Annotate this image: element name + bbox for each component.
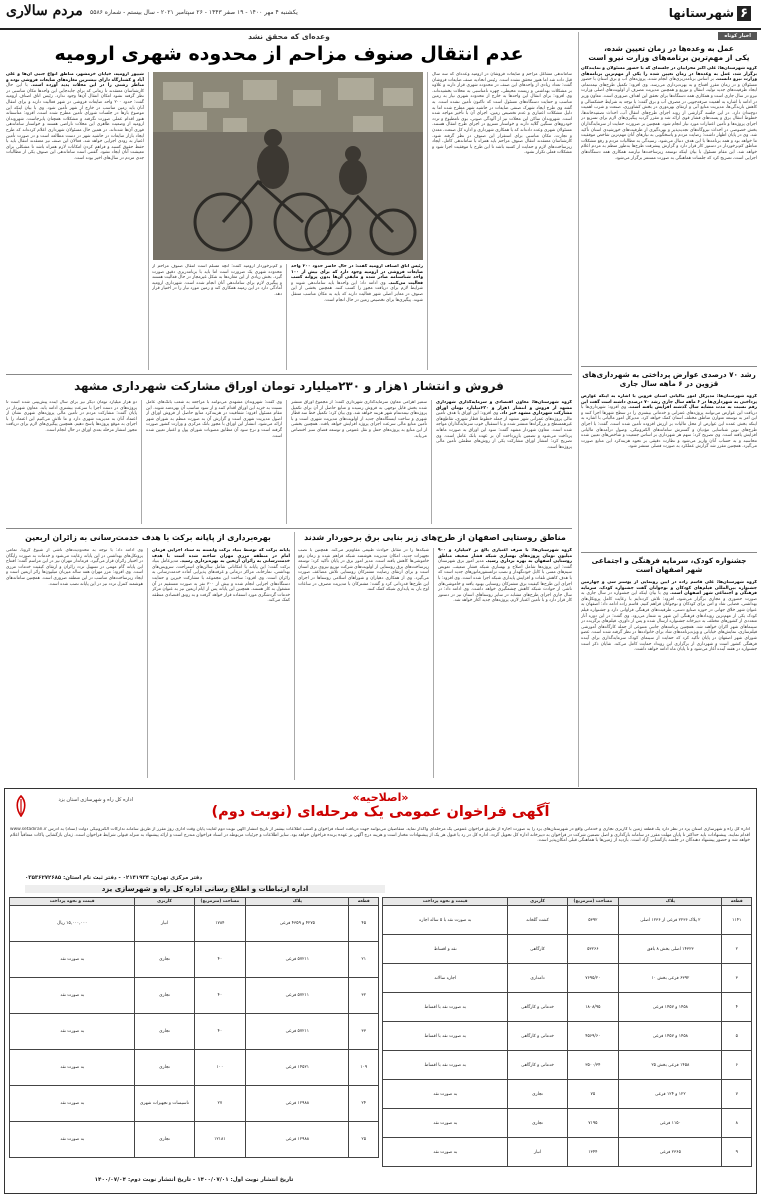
table-header: مساحت (مترمربع) bbox=[567, 898, 619, 906]
article-body: ساماندهی مشاغل مزاحم و ضایعات فروشان در ارومیه وعده‌ای که سه سال قبل داده شد اما هنوز محقق نشده است. رئیس اتحادیه صنف ضایعات فروشان گفت: تعداد زیادی از واحدهای این صنف در محدوده شهری قرار دارند و علاوه بر مشکلات بهداشتی و زیست محیطی، چهره نامناسبی به محلات بخشیده‌اند. وی افزود: برای انتقال این واحدها به خارج از محدوده شهری نیاز به زمین مناسب و حمایت دستگاه‌های مسئول است که تاکنون تأمین نشده است. به گفته وی طرح ایجاد شهرک صنفی ضایعات در حاشیه شهر مطرح شده اما به دلیل مشکلات اعتباری و عدم تخصیص زمین، اجرای آن با تأخیر مواجه شده است. شهروندان ساکن این محلات نیز از آلودگی صوتی، بوی نامطبوع و تردد خودروهای سنگین گلایه دارند و خواستار تسریع در اجرای طرح انتقال هستند. مسئولان شهری وعده داده‌اند که با همکاری شهرداری و اداره کل صنعت، معدن و تجارت، مکان مناسبی برای استقرار این صنوف در نظر گرفته شود. کارشناسان معتقدند انتقال صنوف مزاحم باید همراه با ساماندهی کامل، ایجاد زیرساخت‌های لازم و حمایت از کسبه باشد تا این طرح با موفقیت اجرا شود و مشکلات فعلی تکرار نشود. bbox=[432, 72, 572, 156]
bicycle-scrap-photo bbox=[153, 72, 423, 260]
table-row: ۲ ۱۴۳۲۳ اصلی بخش ۸ بافق ۵۳۲۶۶ کارگاهی نقد و اقساط bbox=[383, 935, 752, 964]
table-header: پلاک bbox=[619, 898, 722, 906]
headline: عدم انتقال صنوف مزاحم از محدوده شهری ارومیه bbox=[54, 43, 524, 65]
table-row: ۴ ۱۴۵۸ و ۱۴۵۷ فرعی ۱۸۰۸/۹۵ خدماتی و کارگاهی به صورت نقد با اقساط bbox=[383, 993, 752, 1022]
article-body: گروه شهرستان‌ها: با صرف اعتباری بالغ بر ۲میلیارد و ۹۰۰ میلیون تومان پروژه‌های بهسازی شبکه فشار ضعیف مناطق روستایی اصفهان به بهره برداری رسید. مدیر امور برق شهرستان گفت: این پروژه‌ها شامل اصلاح و بهسازی شبکه فشار ضعیف، تعویض سیم‌های مسی با کابل خودنگهدار و نصب ترانسفورماتورهای جدید است که با هدف کاهش تلفات و افزایش پایداری شبکه اجرا شده است. وی افزود: با اجرای این طرح‌ها کیفیت برق مشترکان روستایی بهبود یافته و خاموشی‌های ناشی از حوادث شبکه کاهش چشمگیری خواهد داشت. وی ادامه داد: در سال جاری اجرای طرح‌های مشابه در سایر روستاهای استان نیز در دستور کار قرار دارد و با تأمین اعتبار لازم، پروژه‌های جدید آغاز خواهد شد. bbox=[438, 548, 572, 604]
news-headline: رشد ۷۰ درصدی عوارض پرداختی به شهرداری‌های قزوین در ۶ ماهه سال جاری bbox=[582, 370, 756, 388]
table-row: ۲۵ ۱۲۹۸۸ فرعی ۱۲۱۸۱ تجاری به صورت نقد bbox=[10, 1122, 379, 1158]
photo-caption: رئیس اتاق اصناف ارومیه گفت: در حال حاضر حدود ۲۰۰ واحد ضایعات فروشی در ارومیه وجود دارد که برای بیش از ۱۰۰ واحد شناسنامه صادر شده و مابقی آن‌ها بدون پروانه کسب فعالیت می‌کنند. وی ادامه داد: این واحدها باید ساماندهی شوند و شرایط لازم برای دریافت مجوز را کسب کنند. همچنین بخشی از این صنوف در معابر اصلی شهر فعالیت دارند که باید به مکان مناسب منتقل شوند. پیگیری‌ها برای تخصیص زمین در حال انجام است. bbox=[291, 264, 423, 303]
ad-title: آگهی فراخوان عمومی یک مرحله‌ای (نوبت دوم) bbox=[211, 804, 550, 820]
article-photo bbox=[153, 72, 423, 260]
news-headline: جشنواره کودک، سرمایه فرهنگی و اجتماعی شهر اصفهان است bbox=[591, 556, 747, 574]
table-row: ۲۱ ۵۷۲۱۱ فرعی ۴۰ تجاری به صورت نقد bbox=[10, 942, 379, 978]
ad-footer: تاریخ انتشار نوبت اول: ۱۴۰۰/۰۷/۰۱ - تاریخ انتشار نوبت دوم: ۱۴۰۰/۰۷/۰۴ bbox=[94, 1177, 294, 1183]
news-body: گروه شهرستان‌ها: علی قاسم زاده در آیین رونمایی از پوستر سی و چهارمین جشنواره بین‌المللی فیلم‌های کودکان و نوجوانان گفت جشنواره کودک، سرمایه فرهنگی و اجتماعی شهر اصفهان است. وی با بیان اینکه این جشنواره در سال جاری به صورت حضوری و مجازی برگزار می‌شود، افزود: تلاش کرده‌ایم با رعایت کامل پروتکل‌های بهداشتی، فضایی شاد و امن برای کودکان و نوجوانان فراهم کنیم. قاسم زاده ادامه داد: اصفهان به عنوان شهر خلاق جهانی در حوزه صنایع دستی، ظرفیت‌های فرهنگی فراوانی دارد و جشنواره فیلم کودک یکی از مهم‌ترین رویدادهای فرهنگی این شهر به شمار می‌رود. وی گفت: در این دوره آثار متعددی از کشورهای مختلف به دبیرخانه جشنواره ارسال شده و پس از داوری، فیلم‌های برگزیده در سینماهای شهر اکران خواهند شد. همچنین برنامه‌های جانبی متنوعی از جمله کارگاه‌های آموزشی فیلم‌سازی، نمایش‌های خیابانی و ویژه‌برنامه‌های شاد برای خانواده‌ها در نظر گرفته شده است. عضو شورای شهر اصفهان در پایان تأکید کرد که حمایت از سینمای کودک سرمایه‌گذاری برای آینده فرهنگی کشور است و شهرداری از برگزاری این رویداد حمایت کامل می‌کند. شایان ذکر است جشنواره در هفته آینده آغاز می‌شود و تا پایان ماه ادامه خواهد داشت. bbox=[581, 580, 757, 653]
tender-advertisement bbox=[4, 788, 757, 1194]
isfahan-article bbox=[298, 532, 572, 780]
article-body: شیپور ارومیه، خیابان خرمشهر، مناطق انواع جنبی آن‌ها و علی آباد و کشتارگاه دارای بیشترین مغازه‌های ضایعات فروشی بوده و مناظر زشتی را در این محلات پدید آورده است. با این حال کارشناسان معتقدند تا زمانی که برای جابه‌جایی این واحدها مکان مناسبی در نظر گرفته نشود امکان انتقال آن‌ها وجود ندارد. رئیس اتاق اصناف ارومیه گفت: حدود ۲۰۰ واحد ضایعات فروشی در شهر فعالیت دارند و برای انتقال آنان باید زمین مناسب در خارج از شهر تأمین شود. وی با بیان اینکه این موضوع بارها در جلسات شورای تأمین مطرح شده است، افزود: متأسفانه هنوز اقدام عملی صورت نگرفته و مشکلات همچنان پابرجاست. شهروندان ارومیه از وضعیت ظاهری این محلات ناراضی هستند و خواستار ساماندهی فوری آن‌ها شده‌اند. در همین حال مسئولان شهرداری اعلام کرده‌اند که طرح ایجاد بازار ضایعات در حاشیه شهر در دست مطالعه است و در صورت تأمین اعتبار به زودی اجرایی خواهد شد. فعالان این صنف نیز معتقدند انتقال باید با حفظ حقوق کسبه و فراهم کردن امکانات لازم همراه باشد تا مشکلی برای معیشت آنان ایجاد نشود. گفتنی است ساماندهی این صنوف یکی از مطالبات جدی مردم در سال‌های اخیر بوده است. bbox=[6, 72, 144, 161]
page-header bbox=[0, 0, 761, 28]
table-row: ۶ ۱۴۵۸ فرعی بخش ۲۵ ۳۵۰۰/۳۴ خدماتی و کارگاهی به صورت نقد با اقساط bbox=[383, 1051, 752, 1080]
headline: بهره‌برداری از پایانه برکت با هدف خدمت‌رسانی به زائران اربعین bbox=[25, 533, 271, 542]
emblem-icon bbox=[13, 795, 29, 817]
table-header: قیمت و نحوه پرداخت bbox=[10, 898, 135, 906]
table-row: ۸ ۱۱۵۰ فرعی ۷۱۹۵ تجاری به صورت نقد bbox=[383, 1109, 752, 1138]
section-label: شهرستانها bbox=[668, 6, 735, 20]
table-row: ۲۴ ۱۲۹۸۸ فرعی ۲۷ تاسیسات و تجهیزات شهری به صورت نقد bbox=[10, 1086, 379, 1122]
headline: مناطق روستایی اصفهان از طرح‌های زیر بنایی برق برخوردار شدند bbox=[304, 533, 566, 542]
barakat-article bbox=[6, 532, 290, 780]
table-header: کاربری bbox=[508, 898, 567, 906]
table-header: قیمت و نحوه پرداخت bbox=[383, 898, 508, 906]
newspaper-logo: مردم سالاری bbox=[6, 3, 83, 19]
table-header: کاربری bbox=[135, 898, 194, 906]
ad-body: اداره کل راه و شهرسازی استان یزد در نظر دارد یک قطعه زمین با کاربری تجاری و خدماتی واقع در شهرستان‌های یزد را به صورت اجاره از طریق فراخوان عمومی یک مرحله‌ای واگذار نماید. متقاضیان می‌توانند جهت دریافت اسناد فراخوان و کسب اطلاعات بیشتر از تاریخ انتشار آگهی نوبت دوم لغایت پایان وقت اداری روز مقرر از طریق سامانه تدارکات الکترونیکی دولت (ستاد) به آدرس www.setadiran.ir اقدام نمایند. پیشنهادات باید حداکثر تا پایان مهلت مقرر در سامانه بارگذاری و اصل تضمین شرکت در فراخوان به دبیرخانه اداره کل تحویل گردد. اداره کل در رد یا قبول هر یک از پیشنهادات مختار است و هزینه درج آگهی بر عهده برنده فراخوان خواهد بود. سایر اطلاعات و جزئیات مربوطه در اسناد فراخوان مندرج است و ارائه پیشنهاد به منزله قبولی شرایط فراخوان است. زمان بازگشایی پاکات متعاقباً اعلام خواهد شد و حضور پیشنهاد دهندگان در جلسه بازگشایی آزاد است. بازدید از زمین‌ها با هماهنگی قبلی امکان‌پذیر است. bbox=[10, 827, 750, 844]
article-body: سمیر اهرامی معاون سرمایه‌گذاری شهرداری گفت: از مجموع اوراق منتشر شده بخش قابل توجهی به فروش رسیده و منابع حاصل از آن برای تکمیل پروژه‌های نیمه‌تمام شهر هزینه خواهد شد. وی بیان کرد: تکمیل خط سه قطار شهری و ساخت ایستگاه‌های جدید از اولویت‌های مدیریت شهری است و با تأمین منابع مالی سرعت اجرای پروژه افزایش خواهد یافت. همچنین بخشی از این منابع به پروژه‌های حمل و نقل عمومی و توسعه فضای سبز اختصاص می‌یابد. bbox=[291, 400, 427, 439]
table-row: ۹ ۲۳۶۵ فرعی ۱۳۴۴ انبار به صورت نقد bbox=[383, 1138, 752, 1167]
table-row: ۴۵ ۴۲۷۵ و ۴۳۵۹ فرعی ۱۷۸۴ انبار ۱۵,۰۰۰,۰۰۰ ریال bbox=[10, 906, 379, 942]
ad-subtitle: اداره ارتباطات و اطلاع رسانی اداره کل راه و شهرسازی یزد bbox=[25, 885, 385, 893]
article-body: پایانه برکت که توسط بنیاد برکت وابسته به ستاد اجرایی فرمان امام در منطقه مرزی مهران ساخته شده است با هدف خدمت‌رسانی به زائران اربعین به بهره‌برداری رسید. مدیرعامل بنیاد برکت گفت: این پایانه با امکاناتی شامل سالن‌های استراحت، سرویس‌های بهداشتی، نمازخانه، مراکز درمانی و غرفه‌های پذیرایی آماده خدمت‌رسانی به زائران است. وی افزود: ساخت این مجموعه با مشارکت خیرین و حمایت دستگاه‌های اجرایی انجام شده و بیش از ۳۰۰ نفر به صورت مستقیم در آن مشغول به کار هستند. همچنین این پایانه پس از ایام اربعین نیز به عنوان مرکز خدمات گردشگری مورد استفاده قرار خواهد گرفت و به رونق اقتصادی منطقه کمک می‌کند. bbox=[152, 548, 290, 604]
news-body: گروه شهرستان‌ها: علی اکبر محرابیان در جلسه‌ای که با حضور مسئولان و نمایندگان برگزار شد، عمل به وعده‌ها در زمان تعیین شده را یکی از مهم‌ترین برنامه‌های وزارت نیرو دانست. بر اساس برنامه‌ریزی‌های انجام شده، پروژه‌های آب و برق استان با حضور مسئولان و در زمان مقرر افتتاح و به بهره‌برداری می‌رسد. وی افزود: تکمیل طرح‌های نیمه‌تمام، ایجاد ظرفیت‌های جدید تولید، انتقال و توزیع و همچنین مدیریت مصرف از اولویت‌های اصلی وزارت نیرو در سال جاری است و همکاری همه دستگاه‌ها برای تحقق این اهداف ضروری است. معاون وزیر در ادامه با اشاره به اهمیت صرفه‌جویی در مصرف آب و برق گفت: با توجه به شرایط خشکسالی و کاهش بارندگی‌ها، مدیریت منابع آبی و ارتقای بهره‌وری در بخش کشاورزی، صنعت و شرب اهمیت دوچندان دارد. در این جلسه گزارشی از روند اجرای طرح‌های انتقال آب، احداث تصفیه‌خانه‌ها، خطوط انتقال برق و پست‌های فشار قوی ارائه شد و مقرر گردید پیگیری‌های لازم برای تسریع در اجرای پروژه‌ها و تأمین اعتبارات مورد نیاز انجام شود. همچنین بر ضرورت حمایت از سرمایه‌گذاران بخش خصوصی در احداث نیروگاه‌های تجدیدپذیر و بهره‌گیری از ظرفیت‌های خورشیدی استان تأکید شد. وی در پایان اظهار داشت: رضایت مردم و پاسخگویی به نیازهای آنان مهم‌ترین شاخص موفقیت ما خواهد بود و همه برنامه‌ها با این هدف دنبال می‌شود. رسیدگی به مطالبات مردم و رفع مشکلات مناطق کم‌برخوردار در دستور کار قرار دارد و گزارش پیشرفت طرح‌ها به‌طور منظم به مردم اعلام خواهد شد. این مقام مسئول با بیان اینکه توسعه زیرساخت‌ها نیازمند همکاری همه دستگاه‌های اجرایی است، تصریح کرد که جلسات هماهنگی به صورت مستمر برگزار می‌شود. bbox=[581, 66, 757, 161]
table-row: ۳۳ ۵۷۲۱۱ فرعی ۴۰ تجاری به صورت نقد bbox=[10, 1014, 379, 1050]
headline: فروش و انتشار ۱هزار و ۲۳۰میلیارد تومان اوراق مشارکت شهرداری مشهد bbox=[74, 379, 504, 393]
article-body: و کم‌برخوردار ارومیه گفت: آنچه مسلم است انتقال صنوف مزاحم از محدوده شهری یک ضرورت است اما باید با برنامه‌ریزی دقیق صورت گیرد. بخش زیادی از این مغازه‌ها به شکل غیرمجاز در حال فعالیت هستند و پیگیری لازم برای ساماندهی آنان انجام شده است. شهرداری ارومیه آمادگی دارد در این زمینه همکاری کند و زمین مورد نیاز را در اختیار قرار دهد. bbox=[152, 264, 282, 297]
table-row: ۳۲ ۵۷۲۱۱ فرعی ۴۰ تجاری به صورت نقد bbox=[10, 978, 379, 1014]
dateline: یکشنبه ۴ مهر ۱۴۰۰ - ۱۹ صفر ۱۴۴۳ - ۲۶ سپتامبر ۲۰۲۱ - سال بیستم - شماره ۵۵۸۶ bbox=[90, 9, 298, 16]
parcels-table-right bbox=[382, 897, 752, 1181]
table-header: قطعه bbox=[722, 898, 752, 906]
lead-article bbox=[6, 32, 572, 372]
sidebar bbox=[581, 32, 757, 787]
table-header: پلاک bbox=[246, 898, 349, 906]
table-row: ۷ ۱۲۲ و ۱۲۴ فرعی ۷۵ تجاری به صورت نقد bbox=[383, 1080, 752, 1109]
table-row: ۱۰۹ ۱۴۵۲۱ فرعی ۱۰۰ تجاری به صورت نقد bbox=[10, 1050, 379, 1086]
section-title bbox=[663, 4, 757, 22]
table-row: ۳ ۶۳۹۲ فرعی بخش ۱۰ ۷۶۹۵/۲۰ دامداری اجاره سالانه bbox=[383, 964, 752, 993]
article-body: دو هزار میلیارد تومان دیگر نیز برای سال آینده پیش‌بینی شده است تا پروژه‌های در دست اجرا با سرعت بیشتری ادامه یابد. معاون شهردار در پایان گفت: مشارکت مردم در تأمین مالی پروژه‌های شهری نشان از اعتماد آنان به مدیریت شهری دارد و ما تلاش می‌کنیم این اعتماد را با اجرای به موقع پروژه‌ها پاسخ دهیم. همچنین پیگیری‌های لازم برای دریافت مجوز انتشار مرحله بعدی اوراق در حال انجام است. bbox=[6, 400, 137, 433]
article-body: شبکه‌ها را در مقابل حوادث طبیعی مقاوم‌تر می‌کند. همچنین با نصب تجهیزات جدید، امکان مدیریت هوشمند شبکه فراهم شده و زمان رفع خاموشی‌ها کاهش یافته است. مدیر امور برق در پایان تأکید کرد: توسعه زیرساخت‌های برق روستایی از اولویت‌های شرکت توزیع نیروی برق استان است و برای ارتقای رضایت مشترکان روستایی تلاش مضاعف صورت می‌گیرد. وی از همکاری دهیاران و شوراهای اسلامی روستاها در اجرای این طرح‌ها قدردانی کرد و گفت: مشترکان با مدیریت مصرف در ساعات اوج بار، به پایداری شبکه کمک کنند. bbox=[298, 548, 429, 593]
sidebar-tag: اخبار کوتاه bbox=[718, 32, 757, 40]
page-number: ۶ bbox=[737, 6, 751, 21]
parcels-table-left bbox=[9, 897, 379, 1167]
ministry-name: اداره کل راه و شهرسازی استان یزد bbox=[58, 797, 133, 803]
news-body: گروه شهرستان‌ها: مدیرکل امور مالیاتی استان قزوین با اشاره به اینکه عوارض پرداختی به شهرداری‌ها در ۶ ماهه سال جاری رشد ۷۰ درصدی داشته است گفت این رقم نسبت به مدت مشابه سال گذشته افزایش یافته است. وی افزود: شهرداری‌ها با دریافت این عوارض می‌توانند پروژه‌های عمرانی و خدماتی بیشتری را در سطح شهرها اجرا کنند و این امر به توسعه متوازن مناطق مختلف استان کمک خواهد کرد. مدیرکل امور مالیاتی با اشاره به اینکه بخش عمده این عوارض از محل مالیات بر ارزش افزوده تأمین شده است، گفت: با اجرای طرح‌های نوین شناسایی مؤدیان و گسترش سامانه‌های الکترونیکی، وصول درآمدهای مالیاتی افزایش یافته است. وی تصریح کرد: سهم هر شهرداری بر اساس جمعیت و شاخص‌های تعیین شده محاسبه و به حساب آنان واریز می‌شود و نظارت دقیقی بر نحوه هزینه‌کرد این منابع صورت می‌گیرد. همچنین مقرر شد گزارش عملکرد به صورت فصلی منتشر شود. bbox=[581, 394, 757, 450]
table-header: قطعه bbox=[349, 898, 379, 906]
article-body: گروه شهرستان‌ها: معاون اقتصادی و سرمایه‌گذاری شهرداری مشهد از فروش و انتشار ۱هزار و ۲۳۰میلیارد تومان اوراق مشارکت شهرداری مشهد خبر داد. وی افزود: این اوراق با هدف تأمین مالی پروژه‌های عمرانی شهر مشهد از جمله خطوط قطار شهری، تقاطع‌های غیرهمسطح و بزرگراه‌ها منتشر شده و با استقبال خوب سرمایه‌گذاران مواجه شده است. معاون شهردار مشهد گفت: سود این اوراق به صورت ماهانه پرداخت می‌شود و تضمین بازپرداخت آن بر عهده بانک عامل است. وی تصریح کرد: انتشار اوراق مشارکت یکی از روش‌های مطمئن تأمین مالی پروژه‌ها است. bbox=[436, 400, 572, 450]
correction-title: «اصلاحیه» bbox=[352, 791, 409, 804]
table-header: مساحت (مترمربع) bbox=[194, 898, 246, 906]
bonds-article bbox=[6, 378, 572, 526]
news-headline: عمل به وعده‌ها در زمان تعیین شده، یکی از مهم‌ترین برنامه‌های وزارت نیرو است bbox=[588, 44, 750, 62]
table-row: ۵ ۱۴۵۸ و ۱۴۵۷ فرعی ۴۵۶۹/۶۰ خدماتی و کارگاهی به صورت نقد با اقساط bbox=[383, 1022, 752, 1051]
kicker: وعده‌ای که محقق نشد bbox=[248, 32, 330, 41]
table-row: ۱۱۴۱ ۲ پلاک ۲۲۳۶ فرعی از ۱۲۳۶ اصلی ۵۳۹۲ کشت گلخانه به صورت نقد با ۵ ساله اجاره bbox=[383, 906, 752, 935]
contact-line: دفتر مرکزی تهران: ۰۲۱۴۱۹۳۴ - دفتر ثبت نام استان: ۰۳۵۳۶۲۷۲۶۸۵ bbox=[25, 875, 203, 881]
article-body: وی ادامه داد: با توجه به محدودیت‌های ناشی از شیوع کرونا، تمامی پروتکل‌های بهداشتی در این پایانه رعایت می‌شود و خدمات به صورت رایگان در اختیار زائران قرار می‌گیرد. فرماندار مهران نیز در این مراسم گفت: افتتاح این پایانه گام مهمی در تسهیل تردد زائران و ارتقای کیفیت خدمات مرزی است. وی افزود: مرز مهران همه ساله میزبان میلیون‌ها زائر اربعین است و ایجاد زیرساخت‌های مناسب در این منطقه ضروری است. همچنین سامانه‌های هوشمند کنترل تردد نیز در این پایانه نصب شده است. bbox=[6, 548, 143, 587]
article-body: وی گفت: شهروندان مشهدی می‌توانند با مراجعه به شعب بانک‌های عامل نسبت به خرید این اوراق اقدام کنند و از سود مناسب آن بهره‌مند شوند. این مقام مسئول افزود: شفافیت در هزینه‌کرد منابع حاصل از فروش اوراق از اصول مدیریت شهری است و گزارش آن به صورت منظم به شورای شهر ارائه می‌شود. انتشار این اوراق با مجوز بانک مرکزی و وزارت کشور صورت گرفته است و نرخ سود آن مطابق مصوبات شورای پول و اعتبار تعیین شده است. bbox=[146, 400, 282, 439]
